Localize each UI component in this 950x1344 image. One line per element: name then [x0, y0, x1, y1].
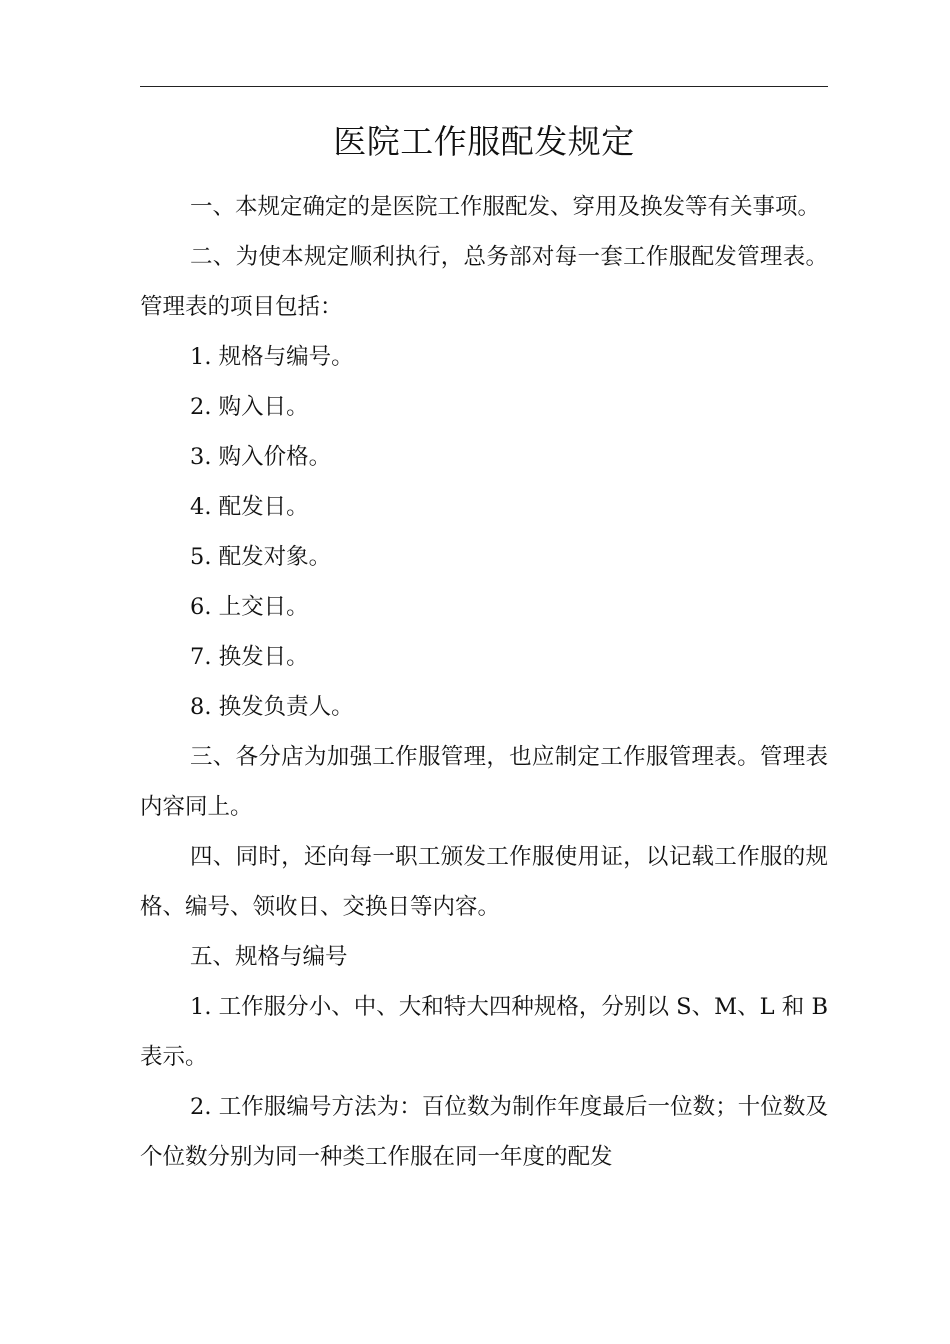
paragraph-3: 三、各分店为加强工作服管理，也应制定工作服管理表。管理表内容同上。 — [140, 744, 828, 820]
list-item-5: 5. 配发对象。 — [190, 544, 332, 570]
section-heading-5: 五、规格与编号 — [190, 944, 348, 970]
document-body — [140, 182, 828, 1182]
header-rule — [140, 86, 828, 87]
list-item-7: 7. 换发日。 — [190, 644, 309, 670]
section-5-item-1: 1. 工作服分小、中、大和特大四种规格，分别以 S、M、L 和 B 表示。 — [140, 994, 828, 1070]
document-title: 医院工作服配发规定 — [333, 122, 635, 161]
section-5-item-2: 2. 工作服编号方法为：百位数为制作年度最后一位数；十位数及个位数分别为同一种类工作服在同一年度的配发 — [140, 1094, 828, 1170]
paragraph-4: 四、同时，还向每一职工颁发工作服使用证，以记载工作服的规格、编号、领收日、交换日等内容。 — [140, 844, 828, 920]
paragraph-2: 二、为使本规定顺利执行，总务部对每一套工作服配发管理表。管理表的项目包括： — [140, 244, 828, 320]
list-item-8: 8. 换发负责人。 — [190, 694, 354, 720]
list-item-2: 2. 购入日。 — [190, 394, 309, 420]
list-item-4: 4. 配发日。 — [190, 494, 309, 520]
list-item-1: 1. 规格与编号。 — [190, 344, 354, 370]
paragraph-1: 一、本规定确定的是医院工作服配发、穿用及换发等有关事项。 — [190, 194, 821, 220]
list-item-3: 3. 购入价格。 — [190, 444, 332, 470]
list-item-6: 6. 上交日。 — [190, 594, 309, 620]
